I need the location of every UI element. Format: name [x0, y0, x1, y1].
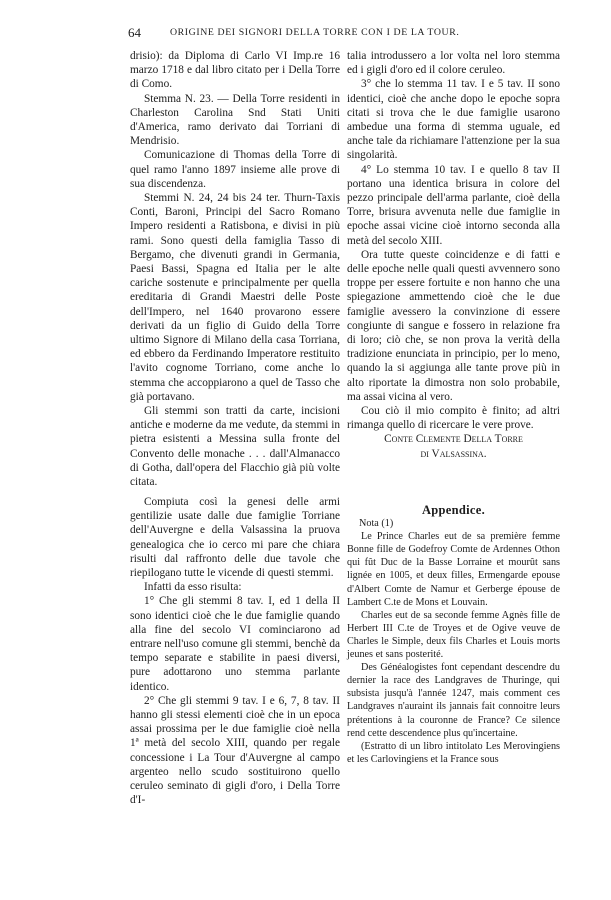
paragraph: Cou ciò il mio compito è finito; ad altri rimanga quello di ricercare le vere prove. — [347, 405, 560, 432]
paragraph: Comunicazione di Thomas della Torre di quel ramo l'anno 1897 insieme alle prove di sua discendenza. — [130, 149, 340, 190]
paragraph: Compiuta così la genesi delle armi gentilizie usate dalle due famiglie Torriane dell'Auvergne e della Valsassina la pruova genealogica che io cerco mi pare che chiara risulti dal raffronto delle due tavole che riepilogano tutte le vicende di questi stemmi. — [130, 496, 340, 580]
appendix-paragraph: (Estratto di un libro intitolato Les Merovingiens et les Carlovingiens et la France sous — [347, 740, 560, 765]
paragraph: drisio): da Diploma di Carlo VI Imp.re 16 marzo 1718 e dal libro citato per i Della Torre di Como. — [130, 50, 340, 91]
paragraph: Infatti da esso risulta: — [144, 581, 242, 594]
paragraph: Gli stemmi son tratti da carte, incisioni antiche e moderne da me vedute, da stemmi in pietra esistenti a Messina sulla fronte del Convento delle monache . . . dall'Almanacco di Gotha, dall'opera del Flacchio già più volte citata. — [130, 405, 340, 489]
paragraph: Stemmi N. 24, 24 bis 24 ter. Thurn-Taxis Conti, Baroni, Principi del Sacro Romano Impero residenti a Ratisbona, e divisi in più rami. Sono questi della famiglia Tasso di Bergamo, che divenuti grandi in Germania, Paesi Bassi, Spagna ed Italia per le alte cariche sostenute e principalmente per quella ereditaria di Grandi Maestri delle Poste dell'Impero, nel 1640 provarono essere derivati da un figlio di Guido della Torre ultimo Signore di Milano della casa Torriana, ed ebbero da Ferdinando Imperatore restituito l'avito cognome Torriano, come anche lo stemma che accoppiarono a quel de Tasso che già portavano. — [130, 192, 340, 403]
paragraph: 1° Che gli stemmi 8 tav. I, ed 1 della II sono identici cioè che le due famiglie quando alla fine del secolo VI cominciarono ad entrare nell'uso comune gli stemmi, benchè da tempo separate e stabilite in paesi diversi, pure adottarono uno stemma parlante identico. — [130, 595, 340, 693]
signature-name: Conte Clemente Della Torre — [384, 433, 523, 446]
running-title: ORIGINE DEI SIGNORI DELLA TORRE CON I DE LA TOUR. — [170, 27, 460, 38]
page-header — [128, 25, 561, 43]
appendix-paragraph: Charles eut de sa seconde femme Agnès fille de Herbert III C.te de Troyes et de Ogive veuve de Charles le Simple, deux fils Charles et Louis morts jeunes et sans posterité. — [347, 609, 560, 661]
left-column-bottom — [130, 495, 340, 807]
footnote-label: Nota (1) — [359, 518, 394, 530]
right-column-top — [347, 49, 560, 461]
paragraph: talia introdussero a lor volta nel loro stemma ed i gigli d'oro ed il colore ceruleo. — [347, 50, 560, 77]
paragraph: Ora tutte queste coincidenze e di fatti e delle epoche nelle quali questi avvennero sono troppe per essere fortuite e non hanno che una spiegazione ammettendo cioè che le due famiglie avessero la convinzione di essere congiunte di sangue e fossero in relazione fra di loro; ciò che, se non prova la verità della tradizione enunciata in principio, per lo meno, quando la si aggiunga alle tante prove più in alto riportate la dimostra non solo probabile, ma assai vicina al vero. — [347, 248, 560, 403]
appendix-section — [347, 504, 560, 766]
signature-place: di Valsassina. — [420, 447, 487, 460]
paragraph: 3° che lo stemma 11 tav. I e 5 tav. II sono identici, cioè che anche dopo le epoche sopra citati si trova che le due famiglie usarono ambedue una forma di stemma uguale, ed anche tale da richiamare l'attenzione per la sua singolarità. — [347, 78, 560, 162]
paragraph: Stemma N. 23. — Della Torre residenti in Charleston Carolina Snd Stati Uniti d'America, ramo derivato dai Torriani di Mendrisio. — [130, 92, 340, 148]
page-number: 64 — [128, 25, 141, 40]
appendix-paragraph: Des Généalogistes font cependant descendre du dernier la race des Landgraves de Thuringe, qui subsista jusqu'à l'année 1247, mais comment ces Landgraves n'auraint ils jannais fait connoitre leurs prétentions à la couronne de France? Ce silence rend cette descendence plus qu'incertaine. — [347, 662, 560, 739]
left-column-top — [130, 49, 340, 489]
appendix-heading: Appendice. — [421, 503, 486, 517]
paragraph: 4° Lo stemma 10 tav. I e quello 8 tav II portano una identica brisura in colore del pezzo principale dell'arma parlante, cioè della Torre, brisura avvenuta nelle due famiglie in epoche assai vicine cioè intorno seconda alla metà del secolo XIII. — [347, 163, 560, 247]
paragraph: 2° Che gli stemmi 9 tav. I e 6, 7, 8 tav. II hanno gli stessi elementi cioè che in un epoca assai prossima per le due famiglie cioè nella 1ª metà del secolo XIII, quando per regale concessione i La Tour d'Auvergne al campo argenteo nello scudo sostituirono quello ceruleo seminato di gigli d'oro, i Della Torre d'I- — [130, 694, 340, 807]
appendix-paragraph: Le Prince Charles eut de sa première femme Bonne fille de Godefroy Comte de Ardennes Othon qui fût Duc de la Basse Lorraine et mourût sans lignée en 1005, et deux filles, Ermengarde epouse d'Albert Comte de Namur et Gerberge épouse de Lambert C.te de Mons et Louvain. — [347, 531, 560, 608]
